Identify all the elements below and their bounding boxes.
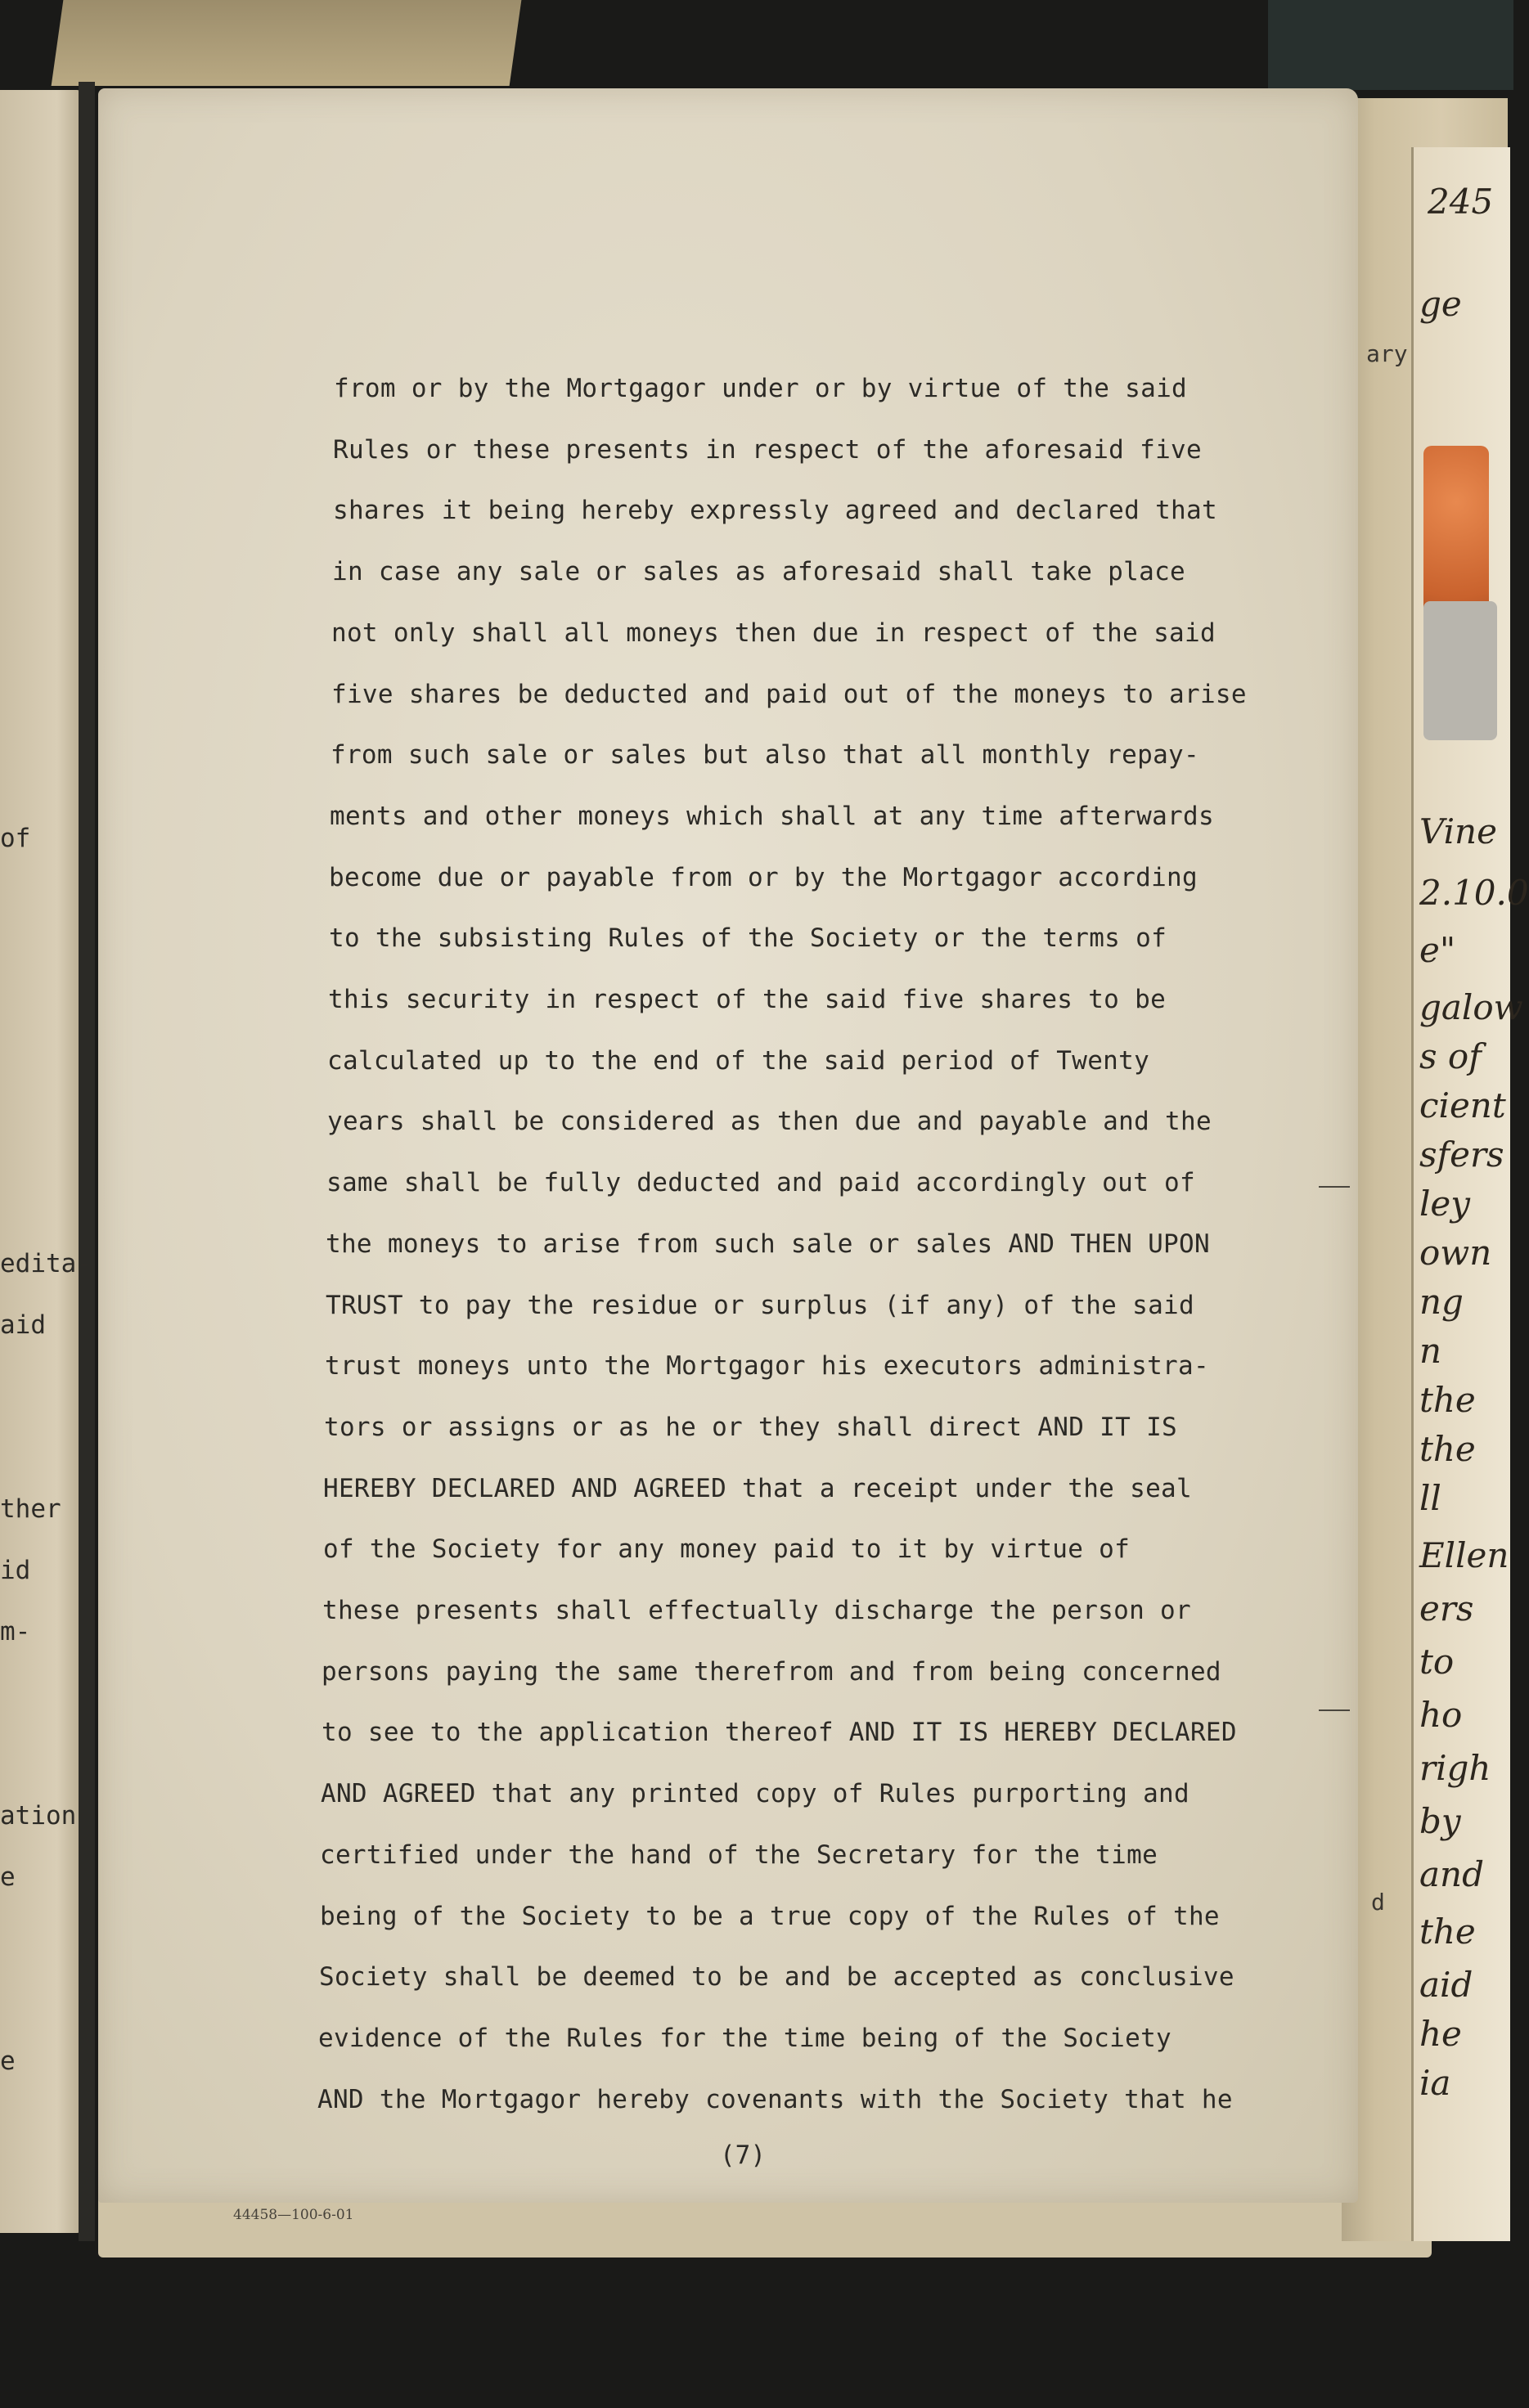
handwriting-fragment: sfers: [1419, 1134, 1504, 1175]
text-line: from such sale or sales but also that all monthly repay-: [331, 740, 1199, 770]
text-line: to see to the application thereof AND IT IS HEREBY DECLARED: [322, 1718, 1237, 1748]
left-page-fragment: of: [0, 824, 31, 853]
text-line: of the Society for any money paid to it by virtue of: [323, 1534, 1131, 1565]
handwriting-fragment: ers: [1419, 1588, 1474, 1629]
handwriting-fragment: the: [1419, 1380, 1476, 1420]
text-line: calculated up to the end of the said period of Twenty: [327, 1045, 1150, 1076]
text-line: certified under the hand of the Secretary for the time: [320, 1840, 1158, 1870]
text-line: Society shall be deemed to be and be accepted as conclusive: [319, 1962, 1234, 1992]
text-line: trust moneys unto the Mortgagor his executors administra-: [325, 1351, 1209, 1381]
handwriting-fragment: by: [1419, 1801, 1461, 1841]
text-line: shares it being hereby expressly agreed and declared that: [333, 496, 1217, 526]
handwriting-fragment: to: [1419, 1642, 1455, 1682]
margin-rule: [1319, 1709, 1350, 1711]
handwriting-fragment: ho: [1419, 1695, 1463, 1735]
text-line: to the subsisting Rules of the Society or the terms of: [329, 923, 1167, 954]
text-line: tors or assigns or as he or they shall direct AND IT IS: [324, 1412, 1177, 1442]
left-page-fragment: e: [0, 1862, 16, 1892]
handwriting-fragment: aid: [1419, 1965, 1473, 2005]
text-line: Rules or these presents in respect of the aforesaid five: [333, 434, 1202, 465]
page-number: (7): [720, 2141, 766, 2170]
text-line: evidence of the Rules for the time being of the Society: [318, 2023, 1171, 2053]
left-page-fragment: e: [0, 2046, 16, 2076]
left-page-edge: [0, 90, 82, 2233]
text-line: this security in respect of the said five shares to be: [328, 985, 1167, 1014]
text-line: five shares be deducted and paid out of the moneys to arise: [331, 679, 1247, 709]
text-line: not only shall all moneys then due in respect of the said: [331, 618, 1216, 648]
paper-seal: [1423, 601, 1497, 740]
text-line: HEREBY DECLARED AND AGREED that a receipt under the seal: [323, 1473, 1192, 1503]
text-line: the moneys to arise from such sale or sales AND THEN UPON: [326, 1229, 1210, 1259]
handwriting-fragment: own: [1419, 1233, 1492, 1273]
handwriting-fragment: the: [1419, 1912, 1476, 1952]
tape-strip: [52, 0, 522, 86]
handwriting-fragment: righ: [1419, 1748, 1491, 1788]
left-page-fragment: ther: [0, 1494, 61, 1524]
handwriting-fragment: Ellen: [1419, 1535, 1509, 1575]
left-page-fragment: id: [0, 1556, 31, 1585]
handwriting-fragment: ll: [1419, 1478, 1441, 1518]
handwriting-fragment: ley: [1419, 1184, 1471, 1224]
folio-number: 245: [1428, 182, 1494, 222]
text-line: years shall be considered as then due and payable and the: [327, 1107, 1212, 1137]
right-margin-fragment: ary: [1366, 340, 1408, 367]
text-line: being of the Society to be a true copy of the Rules of the: [320, 1901, 1220, 1931]
text-line: in case any sale or sales as aforesaid shall take place: [332, 557, 1185, 587]
handwriting-fragment: n: [1419, 1331, 1442, 1371]
text-line: these presents shall effectually discharge the person or: [322, 1596, 1191, 1625]
text-line: from or by the Mortgagor under or by virtue of the said: [334, 374, 1187, 403]
text-line: ments and other moneys which shall at any time afterwards: [330, 801, 1214, 831]
right-margin-fragment: d: [1371, 1889, 1385, 1916]
text-line: same shall be fully deducted and paid accordingly out of: [326, 1168, 1195, 1198]
handwriting-fragment: ge: [1419, 284, 1462, 324]
left-page-fragment: ation: [0, 1801, 77, 1831]
book-spine: [79, 82, 95, 2241]
margin-rule: [1319, 1186, 1350, 1188]
text-line: TRUST to pay the residue or surplus (if any) of the said: [326, 1290, 1194, 1320]
handwriting-fragment: ng: [1419, 1282, 1464, 1322]
typed-page: [98, 88, 1358, 2203]
handwriting-fragment: ia: [1419, 2063, 1451, 2103]
text-line: AND the Mortgagor hereby covenants with the Society that he: [317, 2084, 1233, 2114]
handwriting-fragment: s of: [1419, 1036, 1482, 1076]
text-line: AND AGREED that any printed copy of Rules purporting and: [321, 1779, 1189, 1809]
left-page-fragment: m-: [0, 1617, 31, 1647]
handwriting-fragment: the: [1419, 1429, 1476, 1469]
handwriting-fragment: e": [1419, 930, 1456, 970]
text-line: persons paying the same therefrom and from being concerned: [322, 1656, 1221, 1687]
book-binding: [1268, 0, 1513, 90]
left-page-fragment: edita-: [0, 1249, 92, 1278]
handwriting-fragment: Vine: [1419, 811, 1497, 851]
print-code: 44458—100-6-01: [233, 2207, 354, 2223]
handwriting-fragment: and: [1419, 1854, 1484, 1894]
text-line: become due or payable from or by the Mortgagor according: [329, 862, 1198, 892]
handwriting-fragment: galow: [1419, 987, 1523, 1027]
left-page-fragment: aid: [0, 1310, 46, 1340]
handwriting-fragment: he: [1419, 2014, 1462, 2054]
handwriting-fragment: cient: [1419, 1085, 1506, 1125]
handwriting-fragment: 2.10.0: [1419, 873, 1529, 913]
